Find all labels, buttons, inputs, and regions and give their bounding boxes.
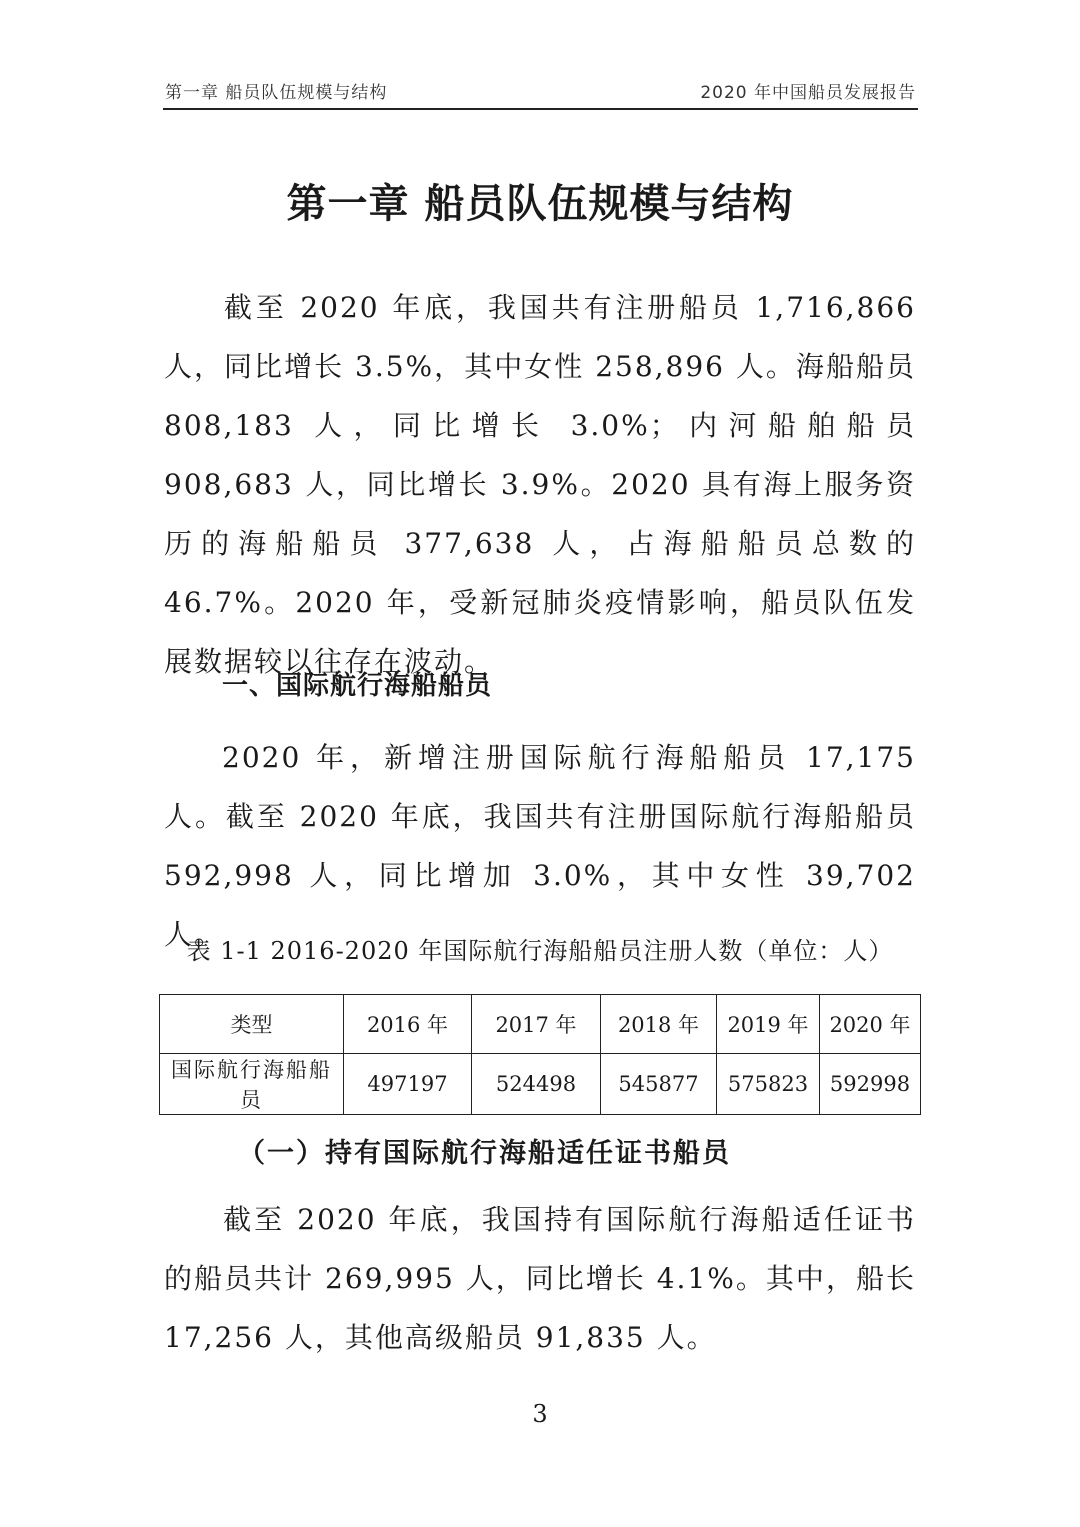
header-report-title: 2020 年中国船员发展报告 bbox=[700, 83, 916, 103]
section-paragraph bbox=[164, 728, 916, 964]
subsection-paragraph bbox=[164, 1190, 916, 1367]
subsection-heading: （一）持有国际航行海船适任证书船员 bbox=[238, 1138, 731, 1169]
table-cell: 497197 bbox=[344, 1054, 472, 1115]
page-number: 3 bbox=[532, 1400, 548, 1428]
section-heading: 一、国际航行海船船员 bbox=[222, 671, 493, 701]
table-header-cell: 2018 年 bbox=[601, 995, 717, 1054]
table-caption: 表 1-1 2016-2020 年国际航行海船船员注册人数（单位：人） bbox=[186, 937, 894, 965]
page-header bbox=[163, 74, 918, 110]
intro-paragraph-text: 截至 2020 年底，我国共有注册船员 1,716,866 人，同比增长 3.5%，其中女性 258,896 人。海船船员 808,183 人，同比增长 3.0%；内河船舶船员 908,683 人，同比增长 3.9%。2020 具有海上服务资历的海船船员 377,638 人，占海船船员总数的 46.7%。2020 年，受新冠肺炎疫情影响，船员队伍发展数据较以往存在波动。 bbox=[164, 291, 916, 678]
intro-paragraph bbox=[164, 278, 916, 691]
chapter-title: 第一章 船员队伍规模与结构 bbox=[286, 181, 794, 227]
table-row bbox=[160, 1054, 921, 1115]
table-cell: 575823 bbox=[717, 1054, 820, 1115]
table-header-cell: 2016 年 bbox=[344, 995, 472, 1054]
header-chapter-title: 第一章 船员队伍规模与结构 bbox=[165, 83, 388, 103]
table-header-cell: 2020 年 bbox=[820, 995, 921, 1054]
section-paragraph-text: 2020 年，新增注册国际航行海船船员 17,175 人。截至 2020 年底，我国共有注册国际航行海船船员 592,998 人，同比增加 3.0%，其中女性 39,702 人。 bbox=[164, 741, 916, 951]
subsection-paragraph-text: 截至 2020 年底，我国持有国际航行海船适任证书的船员共计 269,995 人，同比增长 4.1%。其中，船长 17,256 人，其他高级船员 91,835 人。 bbox=[164, 1203, 916, 1354]
table-cell: 545877 bbox=[601, 1054, 717, 1115]
table-cell: 524498 bbox=[472, 1054, 601, 1115]
table-header-row bbox=[160, 995, 921, 1054]
table-header-cell: 2017 年 bbox=[472, 995, 601, 1054]
registration-table bbox=[159, 994, 921, 1115]
table-cell: 国际航行海船船员 bbox=[160, 1054, 344, 1115]
table-cell: 592998 bbox=[820, 1054, 921, 1115]
table-header-cell: 类型 bbox=[160, 995, 344, 1054]
table-header-cell: 2019 年 bbox=[717, 995, 820, 1054]
